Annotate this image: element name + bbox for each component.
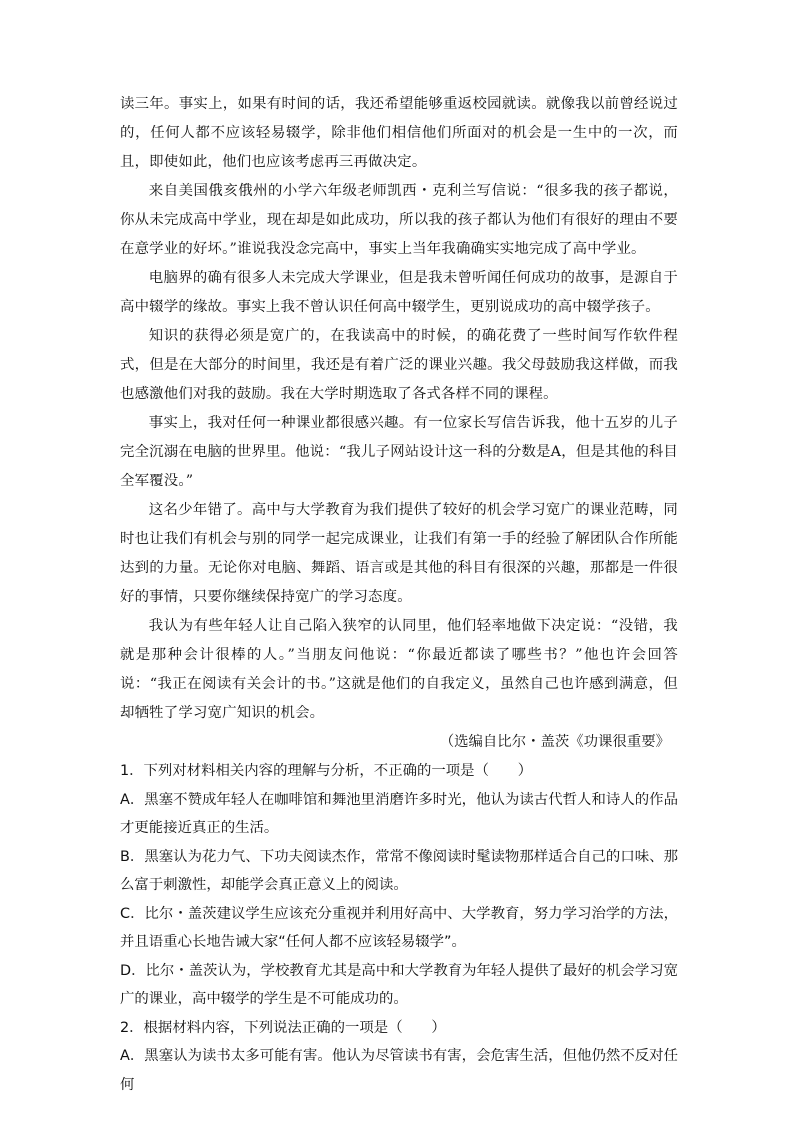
article-paragraph-6: 这名少年错了。高中与大学教育为我们提供了较好的机会学习宽广的课业范畴，同时也让我们有机会与别的同学一起完成课业，让我们有第一手的经验了解团队合作所能达到的力量。无论你对电脑、舞蹈、语言或是其他的科目有很深的兴趣，那都是一件很好的事情，只要你继续保持宽广的学习态度。 [120,502,678,605]
article-paragraph-1: 读三年。事实上，如果有时间的话，我还希望能够重返校园就读。就像我以前曾经说过的，任何人都不应该轻易辍学，除非他们相信他们所面对的机会是一生中的一次，而且，即使如此，他们也应该考虑再三再做决定。 [120,96,678,170]
question-2-stem: 2．根据材料内容，下列说法正确的一项是（ ） [120,1019,446,1036]
question-1-option-b: B．黑塞认为花力气、下功夫阅读杰作，常常不像阅读时髦读物那样适合自己的口味、那么富于刺激性，却能学会真正意义上的阅读。 [120,848,678,893]
article-source: （选编自比尔・盖茨《功课很重要》 [439,734,670,750]
question-1-option-a: A．黑塞不赞成年轻人在咖啡馆和舞池里消磨许多时光，他认为读古代哲人和诗人的作品才更能接近真正的生活。 [120,791,678,836]
article-paragraph-5: 事实上，我对任何一种课业都很感兴趣。有一位家长写信告诉我，他十五岁的儿子完全沉溺在电脑的世界里。他说：“我儿子网站设计这一科的分数是A，但是其他的科目全军覆没。” [120,415,679,489]
article-paragraph-4: 知识的获得必须是宽广的，在我读高中的时候，的确花费了一些时间写作软件程式，但是在大部分的时间里，我还是有着广泛的课业兴趣。我父母鼓励我这样做，而我也感激他们对我的鼓励。我在大学时期选取了各式各样不同的课程。 [120,328,678,402]
question-1-option-d: D．比尔・盖茨认为，学校教育尤其是高中和大学教育为年轻人提供了最好的机会学习宽广的课业，高中辍学的学生是不可能成功的。 [120,962,678,1007]
document-content [120,90,678,1099]
question-1-option-c: C．比尔・盖茨建议学生应该充分重视并利用好高中、大学教育，努力学习治学的方法，并且语重心长地告诫大家“任何人都不应该轻易辍学”。 [120,905,678,950]
article-paragraph-2: 来自美国俄亥俄州的小学六年级老师凯西・克利兰写信说：“很多我的孩子都说，你从未完成高中学业，现在却是如此成功，所以我的孩子都认为他们有很好的理由不要在意学业的好坏。”谁说我没念完高中，事实上当年我确确实实地完成了高中学业。 [120,183,678,257]
article-paragraph-7: 我认为有些年轻人让自己陷入狭窄的认同里，他们轻率地做下决定说：“没错，我就是那种会计很棒的人。”当朋友问他说：“你最近都读了哪些书？”他也许会回答说：“我正在阅读有关会计的书。”这就是他们的自我定义，虽然自己也许感到满意，但却牺牲了学习宽广知识的机会。 [120,618,678,721]
question-1-stem: 1．下列对材料相关内容的理解与分析，不正确的一项是（ ） [120,763,533,779]
article-paragraph-3: 电脑界的确有很多人未完成大学课业，但是我未曾听闻任何成功的故事，是源自于高中辍学的缘故。事实上我不曾认识任何高中辍学生，更别说成功的高中辍学孩子。 [120,270,678,315]
question-2-option-a: A．黑塞认为读书太多可能有害。他认为尽管读书有害，会危害生活，但他仍然不反对任何 [120,1048,678,1093]
